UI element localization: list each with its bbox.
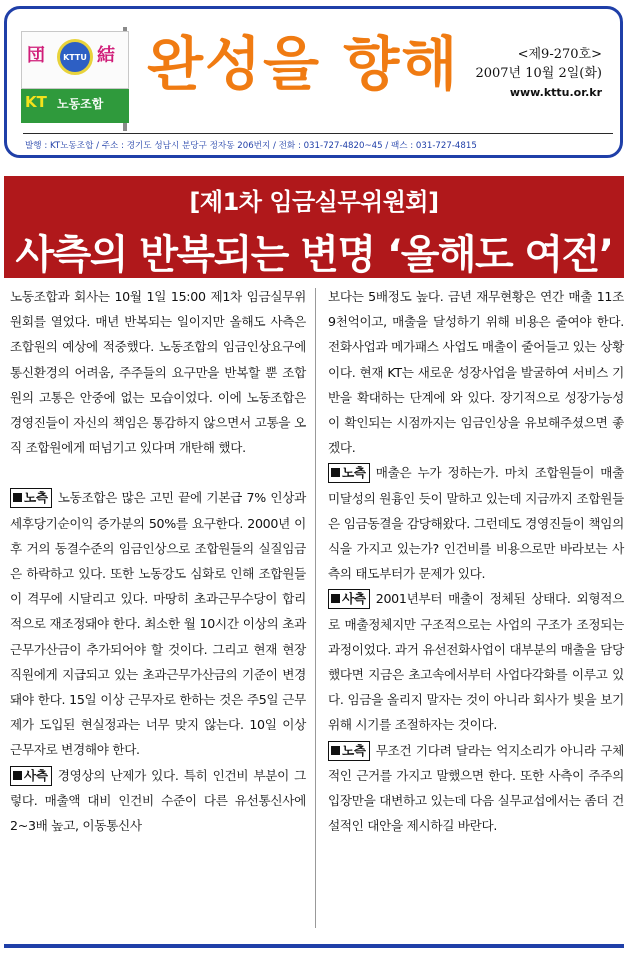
kttu-emblem: KTTU: [57, 39, 93, 75]
article-paragraph: [10, 485, 306, 762]
article-paragraph: [10, 763, 306, 839]
paragraph-text: 노동조합과 회사는 10월 1일 15:00 제1차 임금실무위원회를 열었다. 매년 반복되는 일이지만 올해도 사측은 조합원의 예상에 적중했다. 노동조합의 임금인상요구에 통신환경의 어려움, 주주들의 요구만을 반복할 뿐 조합원의 고통은 안중에 없는 모습이었다. 이에 노동조합은 경영진들이 자신의 책임은 통감하지 않으면서 고통을 오직 조합원에게 떠넘기고 있다며 개탄해 했다.: [10, 289, 306, 456]
speaker-tag-label: 노측: [342, 465, 366, 481]
issue-date: 2007년 10월 2일(화): [475, 66, 602, 81]
speaker-tag-label: 사측: [24, 767, 48, 783]
speaker-tag-label: 노측: [342, 742, 366, 758]
headline-subtitle: [제1차 임금실무위원회]: [189, 188, 439, 216]
paragraph-text: 노동조합은 많은 고민 끝에 기본급 7% 인상과 세후당기순이익 증가분의 50%를 요구한다. 2000년 이후 거의 동결수준의 임금인상으로 조합원들의 실질임금은 하락하고 있다. 또한 노동강도 심화로 인해 조합원들이 격무에 시달리고 있다. 마땅히 초과근무수당이 합리적으로 재조정돼야 한다. 최소한 월 10시간 이상의 초과근무가산금이 추가되어야 할 것이다. 그리고 현재 현장직원에게 지급되고 있는 초과근무가산금의 기준이 변경돼야 한다. 15일 이상 근무자로 한하는 것은 주5일 근무제가 도입된 현실정과는 너무 맞지 않는다. 10일 이상 근무자로 변경해야 한다.: [10, 490, 306, 758]
article-paragraph: [328, 738, 624, 839]
flag-union-text: 노동조합: [57, 97, 104, 111]
masthead: [4, 6, 623, 158]
issue-number: <제9-270호>: [517, 47, 602, 62]
speaker-tag: [328, 589, 370, 609]
speaker-tag: [10, 488, 52, 508]
paragraph-text: 2001년부터 매출이 정체된 상태다. 외형적으로 매출정체지만 구조적으로는 사업의 구조가 조정되는 과정이었다. 과거 유선전화사업이 대부분의 매출을 담당했다면 지금은 초고속에서부터 사업다각화를 이루고 있다. 임금을 올리지 말자는 것이 아니라 회사가 빛을 보기 위해 시기를 조절하자는 것이다.: [328, 591, 624, 733]
publisher-info: 발행 : KT노동조합 / 주소 : 경기도 성남시 분당구 정자동 206번지 / 전화 : 031-727-4820~45 / 팩스 : 031-727-4815: [25, 141, 477, 151]
square-bullet-icon: [331, 468, 340, 477]
publisher-divider: [23, 133, 613, 134]
union-flag-logo: [21, 31, 129, 129]
headline-title: 사측의 반복되는 변명 ‘올해도 여전’: [15, 232, 613, 278]
article-column-left: [10, 284, 306, 838]
flag-kt-text: KT: [25, 93, 47, 111]
speaker-tag-label: 노측: [24, 490, 48, 506]
article-paragraph: [328, 460, 624, 586]
article-column-right: [328, 284, 624, 838]
speaker-tag-label: 사측: [342, 591, 366, 607]
square-bullet-icon: [331, 746, 340, 755]
speaker-tag: [328, 463, 370, 483]
paragraph-text: 보다는 5배정도 높다. 금년 재무현황은 연간 매출 11조 9천억이고, 매출을 달성하기 위해 비용은 줄여야 한다. 전화사업과 메가패스 사업도 매출이 줄어들고 있는 상황이다. 현재 KT는 새로운 성장사업을 발굴하여 서비스 기반을 확대하는 단계에 와 있다. 장기적으로 성장가능성이 확인되는 시점까지는 임금인상을 유보해주셨으면 좋겠다.: [328, 289, 624, 456]
paragraph-gap: [10, 460, 306, 485]
headline-banner: [4, 176, 624, 278]
paragraph-text: 경영상의 난제가 있다. 특히 인건비 부분이 그렇다. 매출액 대비 인건비 수준이 다른 유선통신사에 2~3배 높고, 이동통신사: [10, 767, 306, 834]
column-divider: [315, 288, 316, 928]
flag-char-right: 結: [97, 45, 115, 66]
speaker-tag: [10, 766, 52, 786]
paragraph-text: 무조건 기다려 달라는 억지소리가 아니라 구체적인 근거를 가지고 말했으면 한다. 또한 사측이 주주의 입장만을 대변하고 있는데 다음 실무교섭에서는 좀더 건설적인 대안을 제시하길 바란다.: [328, 742, 624, 834]
newspaper-title: 완성을 향해: [147, 30, 460, 98]
square-bullet-icon: [331, 594, 340, 603]
paragraph-text: 매출은 누가 정하는가. 마치 조합원들이 매출 미달성의 원흉인 듯이 말하고 있는데 지금까지 조합원들은 임금동결을 감당해왔다. 그런데도 경영진들이 책임의식을 가지고 있는가? 인건비를 비용으로만 바라보는 사측의 태도부터가 문제가 있다.: [328, 465, 624, 582]
square-bullet-icon: [13, 493, 22, 502]
flag-char-left: 団: [27, 45, 45, 66]
article-paragraph: [328, 586, 624, 737]
website-url: www.kttu.or.kr: [509, 86, 602, 99]
square-bullet-icon: [13, 771, 22, 780]
issue-info: [475, 45, 602, 102]
article-paragraph: [328, 284, 624, 460]
article-paragraph: [10, 284, 306, 460]
speaker-tag: [328, 741, 370, 761]
footer-rule: [4, 944, 624, 948]
